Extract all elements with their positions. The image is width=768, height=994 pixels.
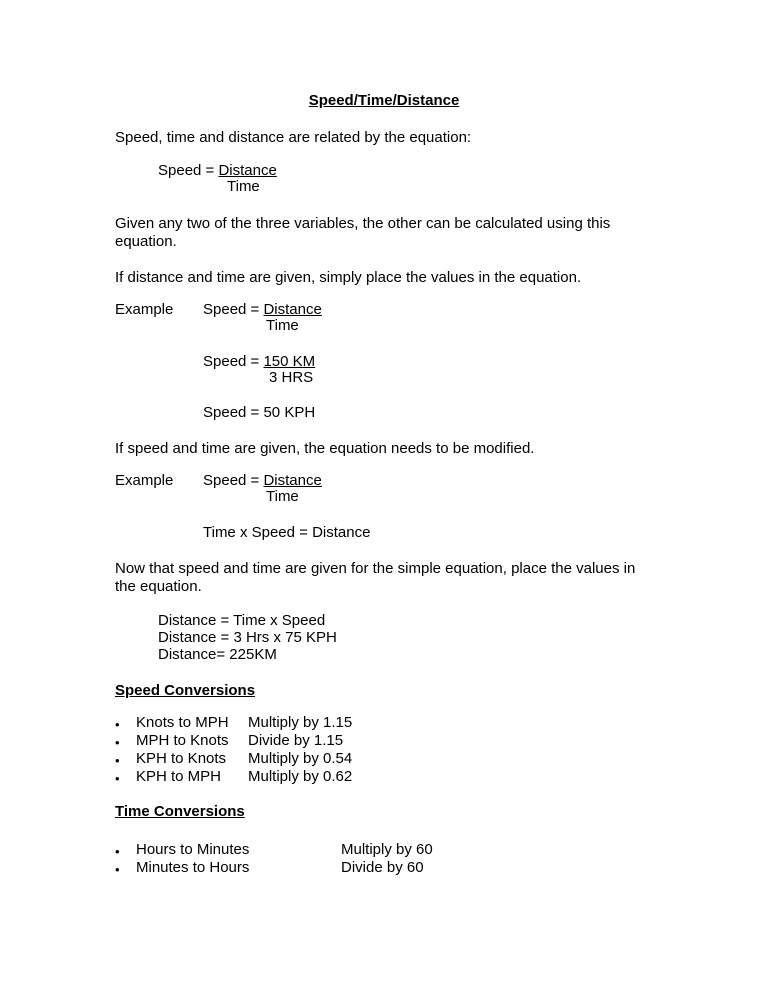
page-title: Speed/Time/Distance: [308, 92, 460, 109]
para-now-line1: Now that speed and time are given for the simple equation, place the values in: [115, 560, 636, 577]
bullet-icon: •: [115, 844, 120, 859]
time-conversions-heading: Time Conversions: [115, 803, 245, 820]
para-now-line2: the equation.: [115, 578, 202, 595]
example2-f1-denominator: Time: [266, 488, 299, 505]
conversion-from: Hours to Minutes: [136, 841, 250, 858]
example1-formula1: [203, 301, 322, 319]
example2-modified: Time x Speed = Distance: [203, 524, 371, 541]
example1-f2-lhs: Speed =: [203, 353, 264, 370]
conversion-from: Knots to MPH: [136, 714, 229, 731]
conversion-from: KPH to MPH: [136, 768, 222, 785]
para-speed-time: If speed and time are given, the equation needs to be modified.: [115, 440, 535, 457]
conversion-rule: Divide by 1.15: [248, 732, 344, 749]
bullet-icon: •: [115, 771, 120, 786]
example1-label: Example: [115, 301, 174, 318]
conversion-from: Minutes to Hours: [136, 859, 250, 876]
para-distance-time: If distance and time are given, simply place the values in the equation.: [115, 269, 582, 286]
formula-denominator: Time: [227, 178, 260, 195]
example2-f1-lhs: Speed =: [203, 472, 264, 489]
formula-numerator: Distance: [218, 162, 277, 179]
calc-line-1: Distance = Time x Speed: [158, 612, 326, 629]
conversion-from: MPH to Knots: [136, 732, 229, 749]
conversion-rule: Multiply by 60: [341, 841, 433, 858]
example2-f1-numerator: Distance: [263, 472, 322, 489]
example1-f1-lhs: Speed =: [203, 301, 264, 318]
calc-line-3: Distance= 225KM: [158, 646, 277, 663]
intro-text: Speed, time and distance are related by the equation:: [115, 129, 472, 146]
para-given-two-line2: equation.: [115, 233, 177, 250]
para-given-two-line1: Given any two of the three variables, the other can be calculated using this: [115, 215, 611, 232]
calc-line-2: Distance = 3 Hrs x 75 KPH: [158, 629, 337, 646]
example1-f2-numerator: 150 KM: [263, 353, 316, 370]
example2-formula1: [203, 472, 322, 490]
conversion-rule: Multiply by 0.54: [248, 750, 353, 767]
conversion-rule: Divide by 60: [341, 859, 424, 876]
speed-conversions-heading: Speed Conversions: [115, 682, 256, 699]
bullet-icon: •: [115, 862, 120, 877]
conversion-from: KPH to Knots: [136, 750, 227, 767]
example1-result: Speed = 50 KPH: [203, 404, 316, 421]
example2-label: Example: [115, 472, 174, 489]
conversion-rule: Multiply by 1.15: [248, 714, 353, 731]
example1-f2-denominator: 3 HRS: [269, 369, 314, 386]
example1-f1-denominator: Time: [266, 317, 299, 334]
bullet-icon: •: [115, 753, 120, 768]
formula-lhs: Speed =: [158, 162, 219, 179]
conversion-rule: Multiply by 0.62: [248, 768, 353, 785]
bullet-icon: •: [115, 735, 120, 750]
bullet-icon: •: [115, 717, 120, 732]
example1-f1-numerator: Distance: [263, 301, 322, 318]
